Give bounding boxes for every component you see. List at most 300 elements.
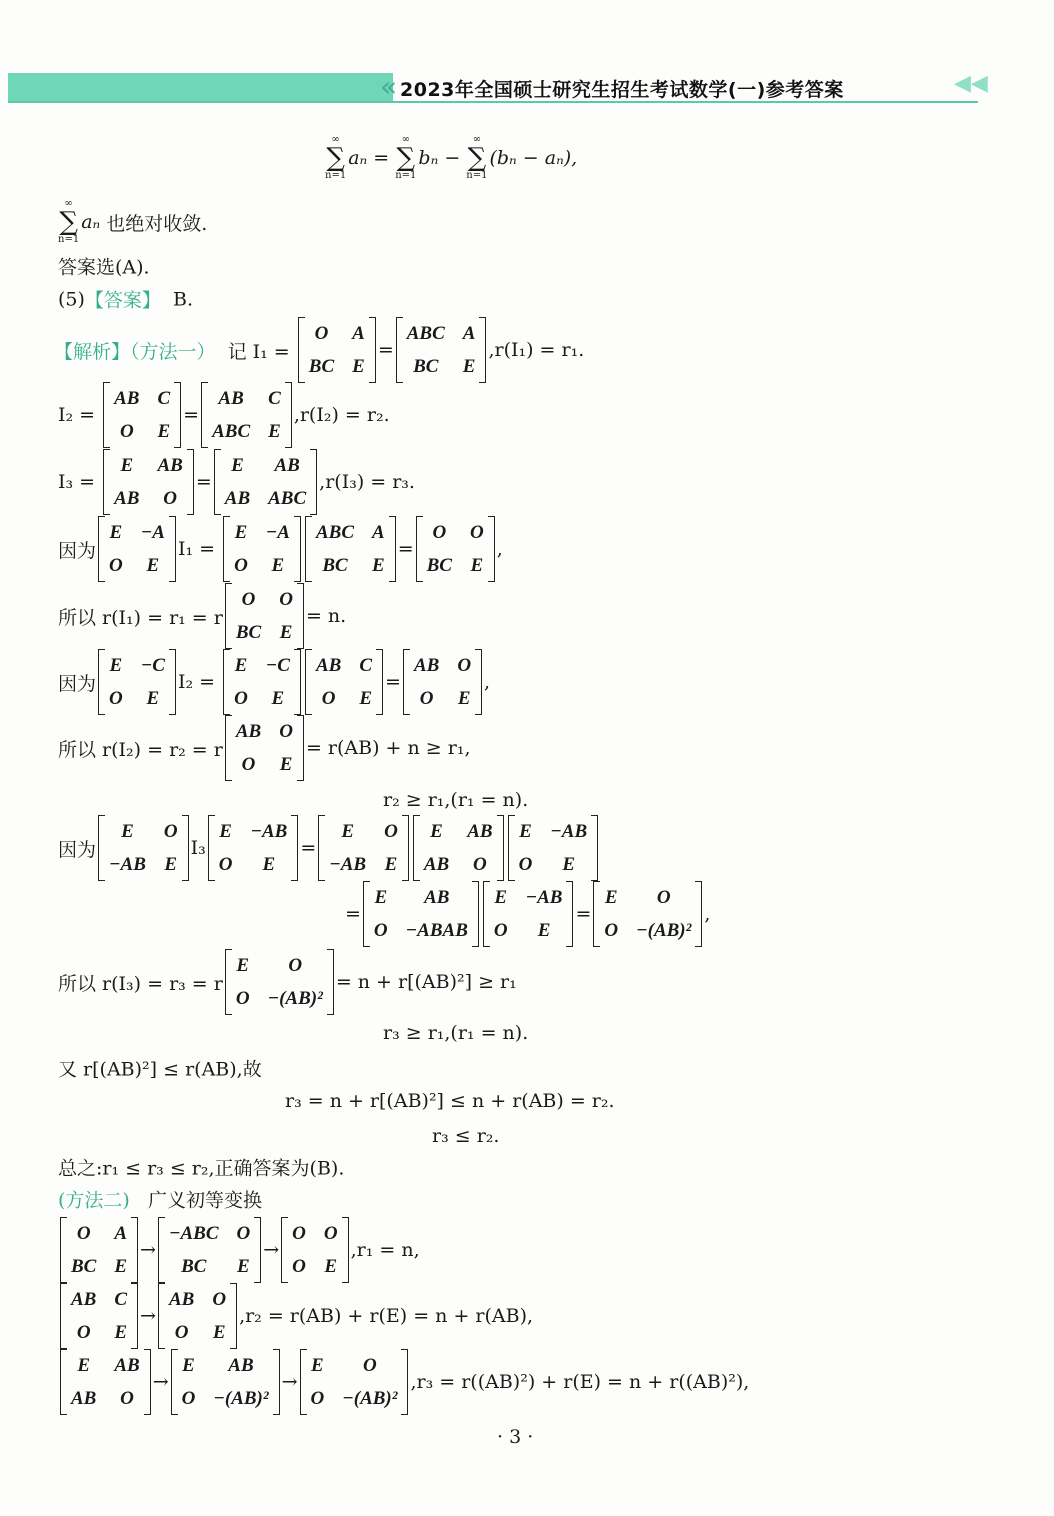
matrix-cell: O (323, 1222, 338, 1244)
matrix (508, 815, 599, 881)
left-bracket (158, 1217, 165, 1283)
matrix-cell: E (109, 521, 123, 543)
page-header-band (8, 70, 988, 103)
matrix-grid (67, 1283, 131, 1349)
right-bracket (230, 1283, 237, 1349)
left-bracket (416, 516, 423, 582)
matrix-cell: BC (322, 554, 348, 576)
text-run: → (281, 1371, 298, 1393)
matrix-cell: O (279, 720, 293, 742)
matrix-cell: AB (114, 387, 140, 409)
text-run: I₃ = (58, 471, 102, 493)
right-bracket (131, 1217, 138, 1283)
matrix-cell: O (234, 687, 248, 709)
sum-upper-limit: ∞ (472, 134, 482, 145)
matrix-cell: −ABAB (405, 919, 468, 941)
matrix-grid (67, 1349, 144, 1415)
matrix-cell: ABC (212, 420, 251, 442)
text-run: ,r(I₃) = r₃. (319, 471, 415, 493)
matrix-cell: AB (235, 720, 262, 742)
matrix-grid (67, 1217, 131, 1283)
text-run: r₃ ≤ r₂. (432, 1125, 500, 1147)
sum-upper-limit: ∞ (64, 198, 73, 209)
matrix-grid (600, 881, 695, 947)
right-bracket (389, 516, 396, 582)
text-line (58, 1283, 533, 1349)
matrix-cell: E (234, 654, 248, 676)
matrix-cell: C (359, 654, 373, 676)
matrix-cell: A (114, 1222, 128, 1244)
right-bracket (327, 949, 334, 1015)
text-run: I₁ = (177, 538, 222, 560)
matrix-cell: E (121, 820, 134, 842)
left-bracket (281, 1217, 288, 1283)
matrix-grid (105, 815, 182, 881)
text-run: = (183, 404, 200, 426)
sigma-symbol (325, 135, 346, 181)
left-bracket (103, 382, 110, 448)
text-line (58, 1055, 262, 1082)
matrix-cell: −C (265, 654, 290, 676)
matrix-cell: AB (315, 654, 342, 676)
left-bracket (225, 715, 232, 781)
matrix-cell: A (462, 322, 476, 344)
matrix (305, 516, 396, 582)
right-bracket (294, 649, 301, 715)
matrix-cell: ABC (315, 521, 355, 543)
matrix-cell: E (372, 554, 385, 576)
matrix-cell: O (373, 919, 388, 941)
matrix-cell: AB (114, 487, 140, 509)
matrix-cell: O (518, 853, 533, 875)
left-bracket (318, 815, 325, 881)
text-run: 广义初等变换 (129, 1189, 262, 1212)
matrix-grid (288, 1217, 341, 1283)
matrix-cell: E (604, 886, 618, 908)
matrix-cell: E (279, 753, 293, 775)
matrix (158, 1283, 237, 1349)
text-run: 因为 (58, 838, 97, 861)
matrix (171, 1349, 280, 1415)
right-bracket (479, 317, 486, 383)
text-run: ,r₂ = r(AB) + r(E) = n + r(AB), (239, 1305, 534, 1327)
text-run: ,r₃ = r((AB)²) + r(E) = n + r((AB)²), (410, 1371, 750, 1393)
left-bracket (508, 815, 515, 881)
right-bracket (254, 1217, 261, 1283)
matrix-cell: E (359, 687, 373, 709)
matrix-cell: −(AB)² (342, 1387, 398, 1409)
matrix-cell: O (163, 487, 178, 509)
sigma-icon: ∑ (396, 143, 416, 173)
right-bracket (488, 516, 495, 582)
matrix-cell: O (109, 554, 123, 576)
right-bracket (297, 715, 304, 781)
matrix-cell: E (311, 1354, 324, 1376)
text-run: 也绝对收敛. (100, 212, 208, 235)
text-run: 所以 r(I₁) = r₁ = r (58, 606, 223, 629)
header-color-block (8, 73, 393, 101)
text-run: → (152, 1371, 169, 1393)
matrix-cell: E (120, 454, 134, 476)
text-line (58, 1217, 420, 1283)
text-run: I₃ (190, 837, 206, 859)
matrix-grid (105, 649, 169, 715)
sum-upper-limit: ∞ (331, 134, 340, 145)
matrix (98, 516, 176, 582)
text-run: → (140, 1305, 156, 1327)
matrix-grid (307, 1349, 402, 1415)
right-bracket (497, 815, 504, 881)
matrix-cell: ABC (406, 322, 445, 344)
text-run: − (438, 147, 467, 169)
matrix-grid (423, 516, 488, 582)
sigma-icon: ∑ (326, 143, 345, 173)
text-line (58, 715, 470, 781)
matrix (223, 516, 301, 582)
matrix-cell: O (76, 1222, 91, 1244)
matrix-cell: −AB (109, 853, 146, 875)
header-title: 2023年全国硕士研究生招生考试数学(一)参考答案 (400, 79, 844, 101)
matrix-cell: E (537, 919, 551, 941)
right-bracket (297, 583, 304, 649)
matrix-cell: O (212, 1288, 227, 1310)
text-run: I₂ = (177, 671, 222, 693)
matrix-cell: E (279, 621, 293, 643)
matrix-cell: −(AB)² (267, 987, 323, 1009)
matrix-grid (232, 949, 327, 1015)
text-line (58, 516, 503, 582)
matrix-cell: −AB (250, 820, 288, 842)
sum-term: aₙ (348, 147, 368, 169)
green-label: 【答案】 (84, 289, 161, 312)
right-bracket (144, 1349, 151, 1415)
matrix-cell: AB (423, 853, 450, 875)
text-run: 所以 r(I₃) = r₃ = r (58, 972, 223, 995)
text-line (383, 1022, 528, 1044)
matrix-cell: O (362, 1354, 377, 1376)
matrix-cell: E (182, 1354, 195, 1376)
left-bracket (223, 516, 230, 582)
matrix-grid (165, 1217, 254, 1283)
matrix-cell: AB (274, 454, 300, 476)
matrix-cell: O (457, 654, 472, 676)
right-bracket (376, 649, 383, 715)
text-run: = (385, 671, 401, 693)
matrix-cell: BC (308, 355, 335, 377)
matrix-cell: BC (71, 1255, 97, 1277)
matrix-cell: E (109, 654, 123, 676)
right-bracket (475, 649, 482, 715)
sum-term: aₙ (81, 211, 101, 233)
double-chevron-left-icon: « (380, 70, 398, 103)
matrix-cell: O (181, 1387, 196, 1409)
matrix-cell: AB (71, 1288, 97, 1310)
text-run: 总之:r₁ ≤ r₃ ≤ r₂,正确答案为(B). (58, 1157, 345, 1180)
left-bracket (305, 516, 312, 582)
matrix-grid (515, 815, 592, 881)
left-bracket (98, 516, 105, 582)
matrix (225, 949, 334, 1015)
matrix-cell: O (119, 420, 134, 442)
text-run: 所以 r(I₂) = r₂ = r (58, 738, 223, 761)
matrix-grid (410, 649, 475, 715)
matrix-cell: E (341, 820, 355, 842)
matrix-grid (403, 317, 480, 383)
matrix-cell: E (324, 1255, 338, 1277)
text-run: (5) (58, 288, 85, 310)
matrix (416, 516, 495, 582)
matrix-cell: O (163, 820, 178, 842)
right-bracket (591, 815, 598, 881)
matrix-cell: E (212, 1321, 226, 1343)
matrix-cell: E (114, 1321, 128, 1343)
matrix-cell: E (234, 521, 248, 543)
matrix-grid (232, 583, 297, 649)
text-run: r₂ ≥ r₁,(r₁ = n). (383, 789, 529, 811)
matrix (281, 1217, 348, 1283)
matrix-cell: AB (168, 1288, 195, 1310)
matrix-cell: O (279, 588, 293, 610)
summation (395, 135, 438, 181)
matrix-cell: E (77, 1354, 91, 1376)
text-run: , (704, 903, 711, 925)
text-line (58, 1186, 262, 1213)
matrix (98, 815, 189, 881)
matrix-cell: AB (413, 654, 440, 676)
matrix-cell: O (236, 1222, 251, 1244)
left-bracket (305, 649, 312, 715)
green-label: (方法二) (58, 1189, 130, 1212)
matrix-cell: O (384, 820, 398, 842)
text-line (58, 815, 600, 881)
sigma-icon: ∑ (467, 143, 487, 173)
sum-upper-limit: ∞ (401, 134, 410, 145)
matrix-grid (312, 516, 389, 582)
matrix-grid (110, 382, 174, 448)
matrix-grid (232, 715, 297, 781)
matrix-cell: O (469, 521, 484, 543)
left-bracket (300, 1349, 307, 1415)
text-run: ,r₁ = n, (350, 1239, 420, 1261)
matrix (103, 382, 181, 448)
text-run: ,r(I₁) = r₁. (488, 339, 585, 361)
text-run: 记 I₁ = (215, 340, 296, 363)
right-bracket (285, 382, 292, 448)
left-bracket (103, 449, 110, 515)
sum-lower-limit: n=1 (395, 170, 417, 181)
matrix-cell: E (231, 454, 244, 476)
matrix-cell: E (374, 886, 388, 908)
matrix-cell: O (604, 919, 619, 941)
matrix (60, 1217, 138, 1283)
matrix-cell: AB (114, 1354, 140, 1376)
text-line (58, 1154, 344, 1181)
left-bracket (413, 815, 420, 881)
matrix-cell: E (470, 554, 484, 576)
green-label: 【解析】（方法一） (54, 340, 216, 363)
matrix-cell: −(AB)² (213, 1387, 269, 1409)
matrix-cell: AB (228, 1354, 254, 1376)
text-run: = r(AB) + n ≥ r₁, (305, 737, 471, 759)
matrix-grid (178, 1349, 273, 1415)
matrix-cell: E (271, 554, 285, 576)
left-bracket (593, 881, 600, 947)
sum-term: (bₙ − aₙ), (489, 147, 578, 169)
right-bracket (182, 815, 189, 881)
matrix-cell: O (174, 1321, 189, 1343)
text-run: = (377, 339, 394, 361)
summation (325, 135, 367, 181)
matrix-cell: −AB (329, 853, 367, 875)
text-run: = (397, 538, 414, 560)
right-bracket (566, 881, 573, 947)
text-run: 因为 (58, 539, 97, 562)
text-line (432, 1125, 499, 1147)
matrix (298, 317, 376, 383)
left-bracket (171, 1349, 178, 1415)
text-line (58, 382, 390, 448)
matrix-cell: ABC (268, 487, 307, 509)
matrix-cell: E (237, 1255, 250, 1277)
matrix-cell: E (457, 687, 471, 709)
text-run: = (575, 903, 592, 925)
matrix-cell: O (292, 1255, 306, 1277)
right-bracket (294, 516, 301, 582)
sum-lower-limit: n=1 (58, 234, 80, 245)
matrix-cell: E (262, 853, 276, 875)
sum-lower-limit: n=1 (466, 170, 488, 181)
matrix-grid (215, 815, 292, 881)
matrix-cell: E (562, 853, 576, 875)
left-bracket (363, 881, 370, 947)
matrix-cell: C (157, 387, 171, 409)
matrix-cell: E (268, 420, 281, 442)
left-bracket (225, 583, 232, 649)
text-line (58, 199, 207, 245)
text-line (58, 649, 490, 715)
matrix-cell: E (430, 820, 443, 842)
matrix-cell: O (473, 853, 487, 875)
matrix-cell: E (384, 853, 398, 875)
left-bracket (214, 449, 221, 515)
sigma-icon: ∑ (59, 207, 78, 237)
left-bracket (60, 1283, 67, 1349)
matrix-cell: AB (218, 387, 244, 409)
right-bracket (174, 382, 181, 448)
left-bracket (158, 1283, 165, 1349)
matrix-cell: E (519, 820, 532, 842)
right-bracket (402, 815, 409, 881)
matrix-cell: BC (235, 621, 262, 643)
matrix-cell: O (493, 919, 508, 941)
matrix (413, 815, 504, 881)
left-bracket (98, 815, 105, 881)
matrix (208, 815, 299, 881)
matrix-grid (230, 649, 294, 715)
matrix (300, 1349, 409, 1415)
matrix (593, 881, 702, 947)
matrix-cell: −AB (550, 820, 588, 842)
page-number: · 3 · (497, 1426, 534, 1448)
sigma-symbol (58, 199, 79, 245)
left-bracket (225, 949, 232, 1015)
matrix (60, 1283, 138, 1349)
matrix-cell: O (235, 987, 250, 1009)
right-bracket (369, 317, 376, 383)
left-bracket (98, 649, 105, 715)
text-line (54, 317, 584, 383)
summation (466, 135, 577, 181)
matrix (483, 881, 574, 947)
matrix-grid (105, 516, 169, 582)
matrix-cell: O (218, 853, 233, 875)
right-bracket (695, 881, 702, 947)
text-line (345, 881, 710, 947)
text-run: = n + r[(AB)²] ≥ r₁ (335, 971, 517, 993)
text-line (58, 286, 193, 313)
right-bracket (187, 449, 194, 515)
matrix-cell: O (241, 588, 256, 610)
matrix-cell: E (494, 886, 508, 908)
left-bracket (60, 1217, 67, 1283)
matrix (60, 1349, 151, 1415)
text-run: = n. (305, 605, 347, 627)
left-bracket (60, 1349, 67, 1415)
matrix-cell: −C (140, 654, 165, 676)
matrix-cell: AB (157, 454, 183, 476)
right-bracket (401, 1349, 408, 1415)
left-bracket (201, 382, 208, 448)
left-bracket (208, 815, 215, 881)
matrix-cell: AB (71, 1387, 97, 1409)
matrix-grid (325, 815, 402, 881)
matrix-cell: BC (181, 1255, 207, 1277)
matrix-cell: C (114, 1288, 128, 1310)
matrix-cell: O (292, 1222, 306, 1244)
matrix-cell: AB (224, 487, 251, 509)
right-bracket (273, 1349, 280, 1415)
matrix-cell: O (656, 886, 671, 908)
matrix-cell: −ABC (168, 1222, 219, 1244)
matrix-cell: −(AB)² (636, 919, 692, 941)
matrix-cell: O (234, 554, 248, 576)
matrix (158, 1217, 261, 1283)
matrix (403, 649, 482, 715)
matrix-cell: E (236, 954, 250, 976)
text-run: , (496, 538, 503, 560)
matrix-grid (305, 317, 369, 383)
text-run: 因为 (58, 672, 97, 695)
matrix-cell: E (219, 820, 232, 842)
right-bracket (169, 516, 176, 582)
matrix-cell: O (120, 1387, 134, 1409)
matrix-grid (230, 516, 294, 582)
matrix-grid (312, 649, 376, 715)
matrix-cell: E (352, 355, 365, 377)
matrix-cell: AB (424, 886, 450, 908)
matrix-cell: E (146, 687, 160, 709)
text-run: = (345, 903, 361, 925)
matrix-cell: O (241, 753, 256, 775)
text-run: → (140, 1239, 156, 1261)
left-bracket (396, 317, 403, 383)
left-bracket (223, 649, 230, 715)
matrix-grid (420, 815, 497, 881)
right-bracket (472, 881, 479, 947)
sigma-symbol (466, 135, 487, 181)
matrix (214, 449, 317, 515)
matrix-cell: E (146, 554, 160, 576)
